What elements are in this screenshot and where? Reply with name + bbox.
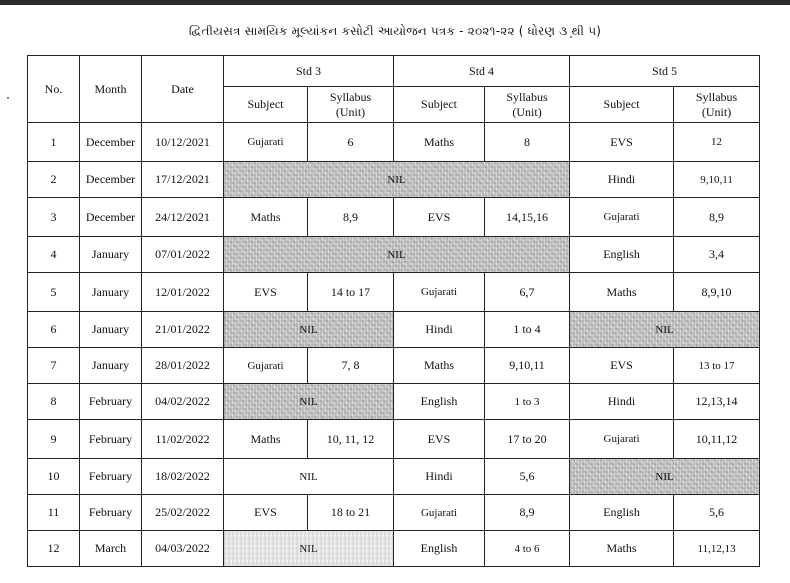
cell-std5-subject: Gujarati (570, 198, 674, 237)
cell-std4-subject: Hindi (394, 459, 485, 495)
cell-std4-syllabus: 1 to 3 (485, 384, 570, 420)
cell-date: 18/02/2022 (142, 459, 224, 495)
cell-std4-syllabus: 9,10,11 (485, 348, 570, 384)
cell-std5-syllabus: 12 (674, 123, 760, 162)
cell-month: February (80, 495, 142, 531)
nil-cell: NIL (224, 384, 394, 420)
cell-no: 1 (28, 123, 80, 162)
table-row (28, 312, 760, 348)
cell-std5-subject: English (570, 495, 674, 531)
cell-std4-syllabus: 8,9 (485, 495, 570, 531)
table-row (28, 348, 760, 384)
nil-cell: NIL (224, 459, 394, 495)
cell-std3-subject: Maths (224, 198, 308, 237)
cell-std4-syllabus: 8 (485, 123, 570, 162)
cell-month: January (80, 312, 142, 348)
scan-speck (7, 97, 9, 99)
nil-cell: NIL (570, 312, 760, 348)
cell-std5-subject: Hindi (570, 162, 674, 198)
cell-no: 11 (28, 495, 80, 531)
cell-std4-subject: Gujarati (394, 495, 485, 531)
cell-date: 10/12/2021 (142, 123, 224, 162)
header-date: Date (142, 56, 224, 123)
cell-std4-syllabus: 4 to 6 (485, 531, 570, 567)
table-row (28, 198, 760, 237)
cell-month: January (80, 273, 142, 312)
cell-date: 11/02/2022 (142, 420, 224, 459)
cell-std4-syllabus: 1 to 4 (485, 312, 570, 348)
cell-no: 10 (28, 459, 80, 495)
cell-month: December (80, 162, 142, 198)
table-row (28, 531, 760, 567)
page-title: દ્વિતીયસત્ર સામયિક મૂલ્યાંકન કસોટી આયોજન પત્રક - ૨૦૨૧-૨૨ ( ધોરણ ૩ થી ૫) (188, 24, 602, 38)
table-row (28, 384, 760, 420)
cell-no: 9 (28, 420, 80, 459)
cell-date: 28/01/2022 (142, 348, 224, 384)
cell-month: February (80, 384, 142, 420)
cell-std4-syllabus: 17 to 20 (485, 420, 570, 459)
cell-no: 6 (28, 312, 80, 348)
cell-month: January (80, 237, 142, 273)
cell-date: 17/12/2021 (142, 162, 224, 198)
cell-std4-syllabus: 6,7 (485, 273, 570, 312)
table-row (28, 123, 760, 162)
cell-std3-syllabus: 10, 11, 12 (308, 420, 394, 459)
cell-date: 25/02/2022 (142, 495, 224, 531)
top-border-bar (0, 0, 790, 5)
cell-month: February (80, 420, 142, 459)
cell-no: 12 (28, 531, 80, 567)
header-row-standards (28, 56, 760, 87)
cell-std4-subject: English (394, 531, 485, 567)
table-row (28, 237, 760, 273)
cell-std3-syllabus: 14 to 17 (308, 273, 394, 312)
cell-no: 7 (28, 348, 80, 384)
cell-std3-subject: Gujarati (224, 123, 308, 162)
cell-month: December (80, 198, 142, 237)
cell-std3-subject: EVS (224, 273, 308, 312)
cell-month: January (80, 348, 142, 384)
cell-no: 8 (28, 384, 80, 420)
header-std4: Std 4 (394, 56, 570, 87)
cell-std5-syllabus: 12,13,14 (674, 384, 760, 420)
cell-std3-subject: Gujarati (224, 348, 308, 384)
cell-month: March (80, 531, 142, 567)
cell-std4-subject: Maths (394, 348, 485, 384)
cell-month: December (80, 123, 142, 162)
cell-std5-syllabus: 8,9,10 (674, 273, 760, 312)
nil-cell: NIL (224, 312, 394, 348)
cell-std5-subject: Maths (570, 531, 674, 567)
table-row (28, 273, 760, 312)
cell-std5-syllabus: 11,12,13 (674, 531, 760, 567)
cell-std5-syllabus: 3,4 (674, 237, 760, 273)
header-std5-subject: Subject (570, 87, 674, 123)
table-row (28, 162, 760, 198)
cell-std3-subject: EVS (224, 495, 308, 531)
header-month: Month (80, 56, 142, 123)
cell-date: 07/01/2022 (142, 237, 224, 273)
cell-std5-syllabus: 9,10,11 (674, 162, 760, 198)
header-no: No. (28, 56, 80, 123)
cell-std5-subject: EVS (570, 348, 674, 384)
cell-std5-subject: English (570, 237, 674, 273)
cell-std5-subject: EVS (570, 123, 674, 162)
cell-std3-syllabus: 8,9 (308, 198, 394, 237)
nil-cell: NIL (224, 162, 570, 198)
cell-std4-syllabus: 14,15,16 (485, 198, 570, 237)
header-std4-syllabus: Syllabus (Unit) (485, 87, 570, 123)
table-row (28, 420, 760, 459)
cell-no: 2 (28, 162, 80, 198)
cell-std4-syllabus: 5,6 (485, 459, 570, 495)
cell-std4-subject: Maths (394, 123, 485, 162)
header-std3: Std 3 (224, 56, 394, 87)
header-std5-syllabus: Syllabus (Unit) (674, 87, 760, 123)
cell-std5-subject: Hindi (570, 384, 674, 420)
cell-date: 24/12/2021 (142, 198, 224, 237)
cell-std5-subject: Maths (570, 273, 674, 312)
cell-date: 04/02/2022 (142, 384, 224, 420)
cell-std4-subject: EVS (394, 420, 485, 459)
cell-std4-subject: EVS (394, 198, 485, 237)
nil-cell: NIL (224, 237, 570, 273)
cell-std3-syllabus: 7, 8 (308, 348, 394, 384)
exam-schedule-table (27, 55, 760, 567)
cell-std5-syllabus: 10,11,12 (674, 420, 760, 459)
cell-std5-syllabus: 13 to 17 (674, 348, 760, 384)
table-row (28, 459, 760, 495)
cell-std3-syllabus: 6 (308, 123, 394, 162)
cell-std3-subject: Maths (224, 420, 308, 459)
cell-date: 21/01/2022 (142, 312, 224, 348)
nil-cell: NIL (224, 531, 394, 567)
cell-std5-syllabus: 5,6 (674, 495, 760, 531)
header-std3-syllabus: Syllabus (Unit) (308, 87, 394, 123)
cell-month: February (80, 459, 142, 495)
header-std4-subject: Subject (394, 87, 485, 123)
cell-date: 04/03/2022 (142, 531, 224, 567)
cell-no: 4 (28, 237, 80, 273)
cell-std4-subject: Gujarati (394, 273, 485, 312)
cell-date: 12/01/2022 (142, 273, 224, 312)
header-std3-subject: Subject (224, 87, 308, 123)
cell-no: 3 (28, 198, 80, 237)
header-std5: Std 5 (570, 56, 760, 87)
cell-std5-syllabus: 8,9 (674, 198, 760, 237)
table-row (28, 495, 760, 531)
cell-std3-syllabus: 18 to 21 (308, 495, 394, 531)
cell-std5-subject: Gujarati (570, 420, 674, 459)
cell-std4-subject: Hindi (394, 312, 485, 348)
cell-no: 5 (28, 273, 80, 312)
cell-std4-subject: English (394, 384, 485, 420)
nil-cell: NIL (570, 459, 760, 495)
